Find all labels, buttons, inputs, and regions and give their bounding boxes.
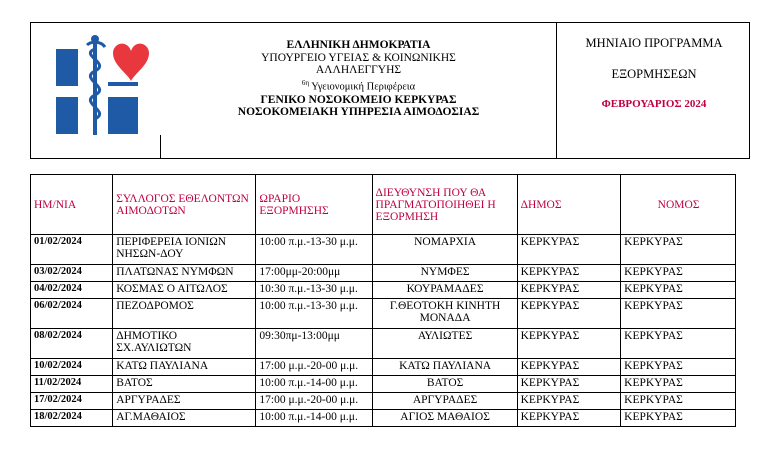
cell-address: ΒΑΤΟΣ bbox=[372, 376, 517, 393]
cell-prefecture: ΚΕΡΚΥΡΑΣ bbox=[621, 393, 736, 410]
cell-association: ΠΛΑΤΩΝΑΣ ΝΥΜΦΩΝ bbox=[113, 265, 256, 282]
ministry-line-2: ΑΛΛΗΛΕΓΓΥΗΣ bbox=[315, 64, 402, 76]
health-region bbox=[161, 77, 556, 94]
cell-hours: 17:00μμ-20:00μμ bbox=[256, 265, 372, 282]
col-header-prefecture: ΝΟΜΟΣ bbox=[621, 175, 736, 235]
cell-hours: 10:00 π.μ.-13-30 μ.μ. bbox=[256, 299, 372, 329]
cell-date: 08/02/2024 bbox=[31, 329, 113, 359]
table-row bbox=[31, 359, 736, 376]
cell-municipality: ΚΕΡΚΥΡΑΣ bbox=[517, 265, 621, 282]
cell-prefecture: ΚΕΡΚΥΡΑΣ bbox=[621, 329, 736, 359]
col-header-association: ΣΥΛΛΟΓΟΣ ΕΘΕΛΟΝΤΩΝ ΑΙΜΟΔΟΤΩΝ bbox=[113, 175, 256, 235]
schedule-table bbox=[30, 174, 736, 427]
cell-hours: 10:00 π.μ.-14-00 μ.μ. bbox=[256, 376, 372, 393]
cell-address: Γ.ΘΕΟΤΟΚΗ ΚΙΝΗΤΗ ΜΟΝΑΔΑ bbox=[372, 299, 517, 329]
cell-date: 03/02/2024 bbox=[31, 265, 113, 282]
table-row bbox=[31, 235, 736, 265]
cell-association: ΠΕΡΙΦΕΡΕΙΑ ΙΟΝΙΩΝ ΝΗΣΩΝ-ΔΟΥ bbox=[113, 235, 256, 265]
cell-municipality: ΚΕΡΚΥΡΑΣ bbox=[517, 376, 621, 393]
issuer-block bbox=[161, 39, 556, 119]
cell-prefecture: ΚΕΡΚΥΡΑΣ bbox=[621, 235, 736, 265]
cell-municipality: ΚΕΡΚΥΡΑΣ bbox=[517, 299, 621, 329]
cell-association: ΚΑΤΩ ΠΑΥΛΙΑΝΑ bbox=[113, 359, 256, 376]
table-row bbox=[31, 265, 736, 282]
cell-prefecture: ΚΕΡΚΥΡΑΣ bbox=[621, 299, 736, 329]
cell-hours: 10:30 π.μ.-13-30 μ.μ. bbox=[256, 282, 372, 299]
cell-prefecture: ΚΕΡΚΥΡΑΣ bbox=[621, 359, 736, 376]
cell-association: ΑΡΓΥΡΑΔΕΣ bbox=[113, 393, 256, 410]
logo bbox=[31, 23, 161, 158]
cell-association: ΠΕΖΟΔΡΟΜΟΣ bbox=[113, 299, 256, 329]
table-row bbox=[31, 299, 736, 329]
cell-hours: 17:00 μ.μ.-20-00 μ.μ. bbox=[256, 393, 372, 410]
cell-municipality: ΚΕΡΚΥΡΑΣ bbox=[517, 235, 621, 265]
cell-association: ΑΓ.ΜΑΘΑΙΟΣ bbox=[113, 410, 256, 427]
cell-prefecture: ΚΕΡΚΥΡΑΣ bbox=[621, 282, 736, 299]
program-subtitle: ΕΞΟΡΜΗΣΕΩΝ bbox=[611, 67, 697, 81]
cell-association: ΔΗΜΟΤΙΚΟ ΣΧ.ΑΥΛΙΩΤΩΝ bbox=[113, 329, 256, 359]
table-header-row bbox=[31, 175, 736, 235]
program-title: ΜΗΝΙΑΙΟ ΠΡΟΓΡΑΜΜΑ bbox=[585, 36, 723, 50]
hospital-cross-caduceus-icon bbox=[31, 23, 161, 158]
table-row bbox=[31, 393, 736, 410]
cell-association: ΚΟΣΜΑΣ Ο ΑΙΤΩΛΟΣ bbox=[113, 282, 256, 299]
cell-address: ΑΓΙΟΣ ΜΑΘΑΙΟΣ bbox=[372, 410, 517, 427]
cell-address: ΑΥΛΙΩΤΕΣ bbox=[372, 329, 517, 359]
cell-association: ΒΑΤΟΣ bbox=[113, 376, 256, 393]
document-header bbox=[30, 22, 750, 159]
cell-date: 18/02/2024 bbox=[31, 410, 113, 427]
table-row bbox=[31, 410, 736, 427]
title-block bbox=[557, 23, 751, 158]
cell-municipality: ΚΕΡΚΥΡΑΣ bbox=[517, 329, 621, 359]
cell-hours: 10:00 π.μ.-13-30 μ.μ. bbox=[256, 235, 372, 265]
table-row bbox=[31, 282, 736, 299]
government-name: ΕΛΛΗΝΙΚΗ ΔΗΜΟΚΡΑΤΙΑ bbox=[286, 39, 431, 51]
cell-address: ΚΟΥΡΑΜΑΔΕΣ bbox=[372, 282, 517, 299]
col-header-municipality: ΔΗΜΟΣ bbox=[517, 175, 621, 235]
ministry-line-1: ΥΠΟΥΡΓΕΙΟ ΥΓΕΙΑΣ & ΚΟΙΝΩΝΙΚΗΣ bbox=[261, 51, 456, 64]
cell-prefecture: ΚΕΡΚΥΡΑΣ bbox=[621, 410, 736, 427]
cell-municipality: ΚΕΡΚΥΡΑΣ bbox=[517, 410, 621, 427]
cell-municipality: ΚΕΡΚΥΡΑΣ bbox=[517, 393, 621, 410]
col-header-address: ΔΙΕΥΘΥΝΣΗ ΠΟΥ ΘΑ ΠΡΑΓΜΑΤΟΠΟΙΗΘΕΙ Η ΕΞΟΡΜΗΣΗ bbox=[372, 175, 517, 235]
cell-hours: 17:00 μ.μ.-20-00 μ.μ. bbox=[256, 359, 372, 376]
col-header-hours: ΩΡΑΡΙΟ ΕΞΟΡΜΗΣΗΣ bbox=[256, 175, 372, 235]
table-row bbox=[31, 376, 736, 393]
cell-date: 01/02/2024 bbox=[31, 235, 113, 265]
cell-address: ΚΑΤΩ ΠΑΥΛΙΑΝΑ bbox=[372, 359, 517, 376]
cell-date: 10/02/2024 bbox=[31, 359, 113, 376]
col-header-date: ΗΜ/ΝΙΑ bbox=[31, 175, 113, 235]
cell-address: ΝΥΜΦΕΣ bbox=[372, 265, 517, 282]
cell-date: 04/02/2024 bbox=[31, 282, 113, 299]
region-number: 6η bbox=[301, 78, 310, 87]
cell-prefecture: ΚΕΡΚΥΡΑΣ bbox=[621, 265, 736, 282]
cell-date: 11/02/2024 bbox=[31, 376, 113, 393]
cell-address: ΝΟΜΑΡΧΙΑ bbox=[372, 235, 517, 265]
cell-municipality: ΚΕΡΚΥΡΑΣ bbox=[517, 282, 621, 299]
cell-prefecture: ΚΕΡΚΥΡΑΣ bbox=[621, 376, 736, 393]
divider bbox=[160, 135, 161, 158]
cell-date: 17/02/2024 bbox=[31, 393, 113, 410]
cell-hours: 10:00 π.μ.-14-00 μ.μ. bbox=[256, 410, 372, 427]
program-month: ΦΕΒΡΟΥΑΡΙΟΣ 2024 bbox=[601, 98, 707, 110]
cell-hours: 09:30πμ-13:00μμ bbox=[256, 329, 372, 359]
service-name: ΝΟΣΟΚΟΜΕΙΑΚΗ ΥΠΗΡΕΣΙΑ ΑΙΜΟΔΟΣΙΑΣ bbox=[237, 106, 480, 118]
region-label: Υγειονομική Περιφέρεια bbox=[311, 81, 416, 92]
cell-municipality: ΚΕΡΚΥΡΑΣ bbox=[517, 359, 621, 376]
cell-address: ΑΡΓΥΡΑΔΕΣ bbox=[372, 393, 517, 410]
table-row bbox=[31, 329, 736, 359]
cell-date: 06/02/2024 bbox=[31, 299, 113, 329]
hospital-name: ΓΕΝΙΚΟ ΝΟΣΟΚΟΜΕΙΟ ΚΕΡΚΥΡΑΣ bbox=[260, 93, 457, 106]
